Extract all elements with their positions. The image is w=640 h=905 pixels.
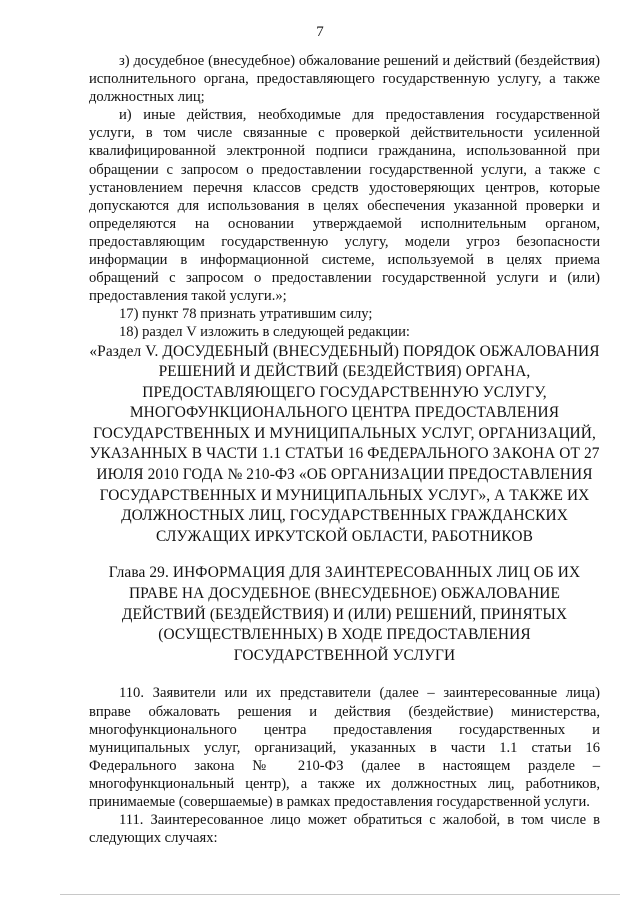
chapter-heading: Глава 29. ИНФОРМАЦИЯ ДЛЯ ЗАИНТЕРЕСОВАННЫХ ЛИЦ ОБ ИХ ПРАВЕ НА ДОСУДЕБНОЕ (ВНЕСУДЕБНОЕ) ОБЖАЛОВАНИЕ ДЕЙСТВИЙ (БЕЗДЕЙСТВИЯ) И (ИЛИ) РЕШЕНИЙ, ПРИНЯТЫХ (ОСУЩЕСТВЛЕННЫХ) В ХОДЕ ПРЕДОСТАВЛЕНИЯ ГОСУДАРСТВЕННОЙ УСЛУГИ: [108, 564, 581, 664]
paragraph-z: з) досудебное (внесудебное) обжалование решений и действий (бездействия) исполнительного органа, предоставляющего государственную услугу, а также должностных лиц;: [89, 53, 600, 106]
paragraph-17: 17) пункт 78 признать утратившим силу;: [119, 306, 373, 323]
paragraph-i: и) иные действия, необходимые для предоставления государственной услуги, в том числе связанные с проверкой действительности усиленной квалифицированной электронной подписи гражданина, использованной при обращении с запросом о предоставлении государственной услуги, а также с установлением перечня классов средств удостоверяющих центров, которые допускаются для использования в целях обеспечения указанной проверки и определяются на основании утверждаемой исполнительным органом, предоставляющим государственную услугу, модели угроз безопасности информации в информационной системе, используемой в целях приема обращений с запросом о предоставлении государственной услуги и (или) предоставления такой услуги.»;: [89, 107, 600, 305]
document-body: [89, 52, 600, 847]
paragraph-18: 18) раздел V изложить в следующей редакции:: [119, 324, 410, 341]
section-heading: «Раздел V. ДОСУДЕБНЫЙ (ВНЕСУДЕБНЫЙ) ПОРЯДОК ОБЖАЛОВАНИЯ РЕШЕНИЙ И ДЕЙСТВИЙ (БЕЗДЕЙСТВИЯ) ОРГАНА, ПРЕДОСТАВЛЯЮЩЕГО ГОСУДАРСТВЕННУЮ УСЛУГУ, МНОГОФУНКЦИОНАЛЬНОГО ЦЕНТРА ПРЕДОСТАВЛЕНИЯ ГОСУДАРСТВЕННЫХ И МУНИЦИПАЛЬНЫХ УСЛУГ, ОРГАНИЗАЦИЙ, УКАЗАННЫХ В ЧАСТИ 1.1 СТАТЬИ 16 ФЕДЕРАЛЬНОГО ЗАКОНА ОТ 27 ИЮЛЯ 2010 ГОДА № 210-ФЗ «ОБ ОРГАНИЗАЦИИ ПРЕДОСТАВЛЕНИЯ ГОСУДАРСТВЕННЫХ И МУНИЦИПАЛЬНЫХ УСЛУГ», А ТАКЖЕ ИХ ДОЛЖНОСТНЫХ ЛИЦ, ГОСУДАРСТВЕННЫХ ГРАЖДАНСКИХ СЛУЖАЩИХ ИРКУТСКОЙ ОБЛАСТИ, РАБОТНИКОВ: [89, 342, 600, 545]
paragraph-110: 110. Заявители или их представители (далее – заинтересованные лица) вправе обжаловать решения и действия (бездействие) министерства, многофункционального центра предоставления государственных и муниципальных услуг, организаций, указанных в части 1.1 статьи 16 Федерального закона № 210-ФЗ (далее в настоящем разделе – многофункциональный центр), а также их должностных лиц, работников, принимаемые (совершаемые) в рамках предоставления государственной услуги.: [89, 685, 600, 810]
footer-divider: [60, 894, 620, 895]
page-number: 7: [316, 24, 324, 40]
paragraph-111: 111. Заинтересованное лицо может обратиться с жалобой, в том числе в следующих случаях:: [89, 812, 600, 847]
